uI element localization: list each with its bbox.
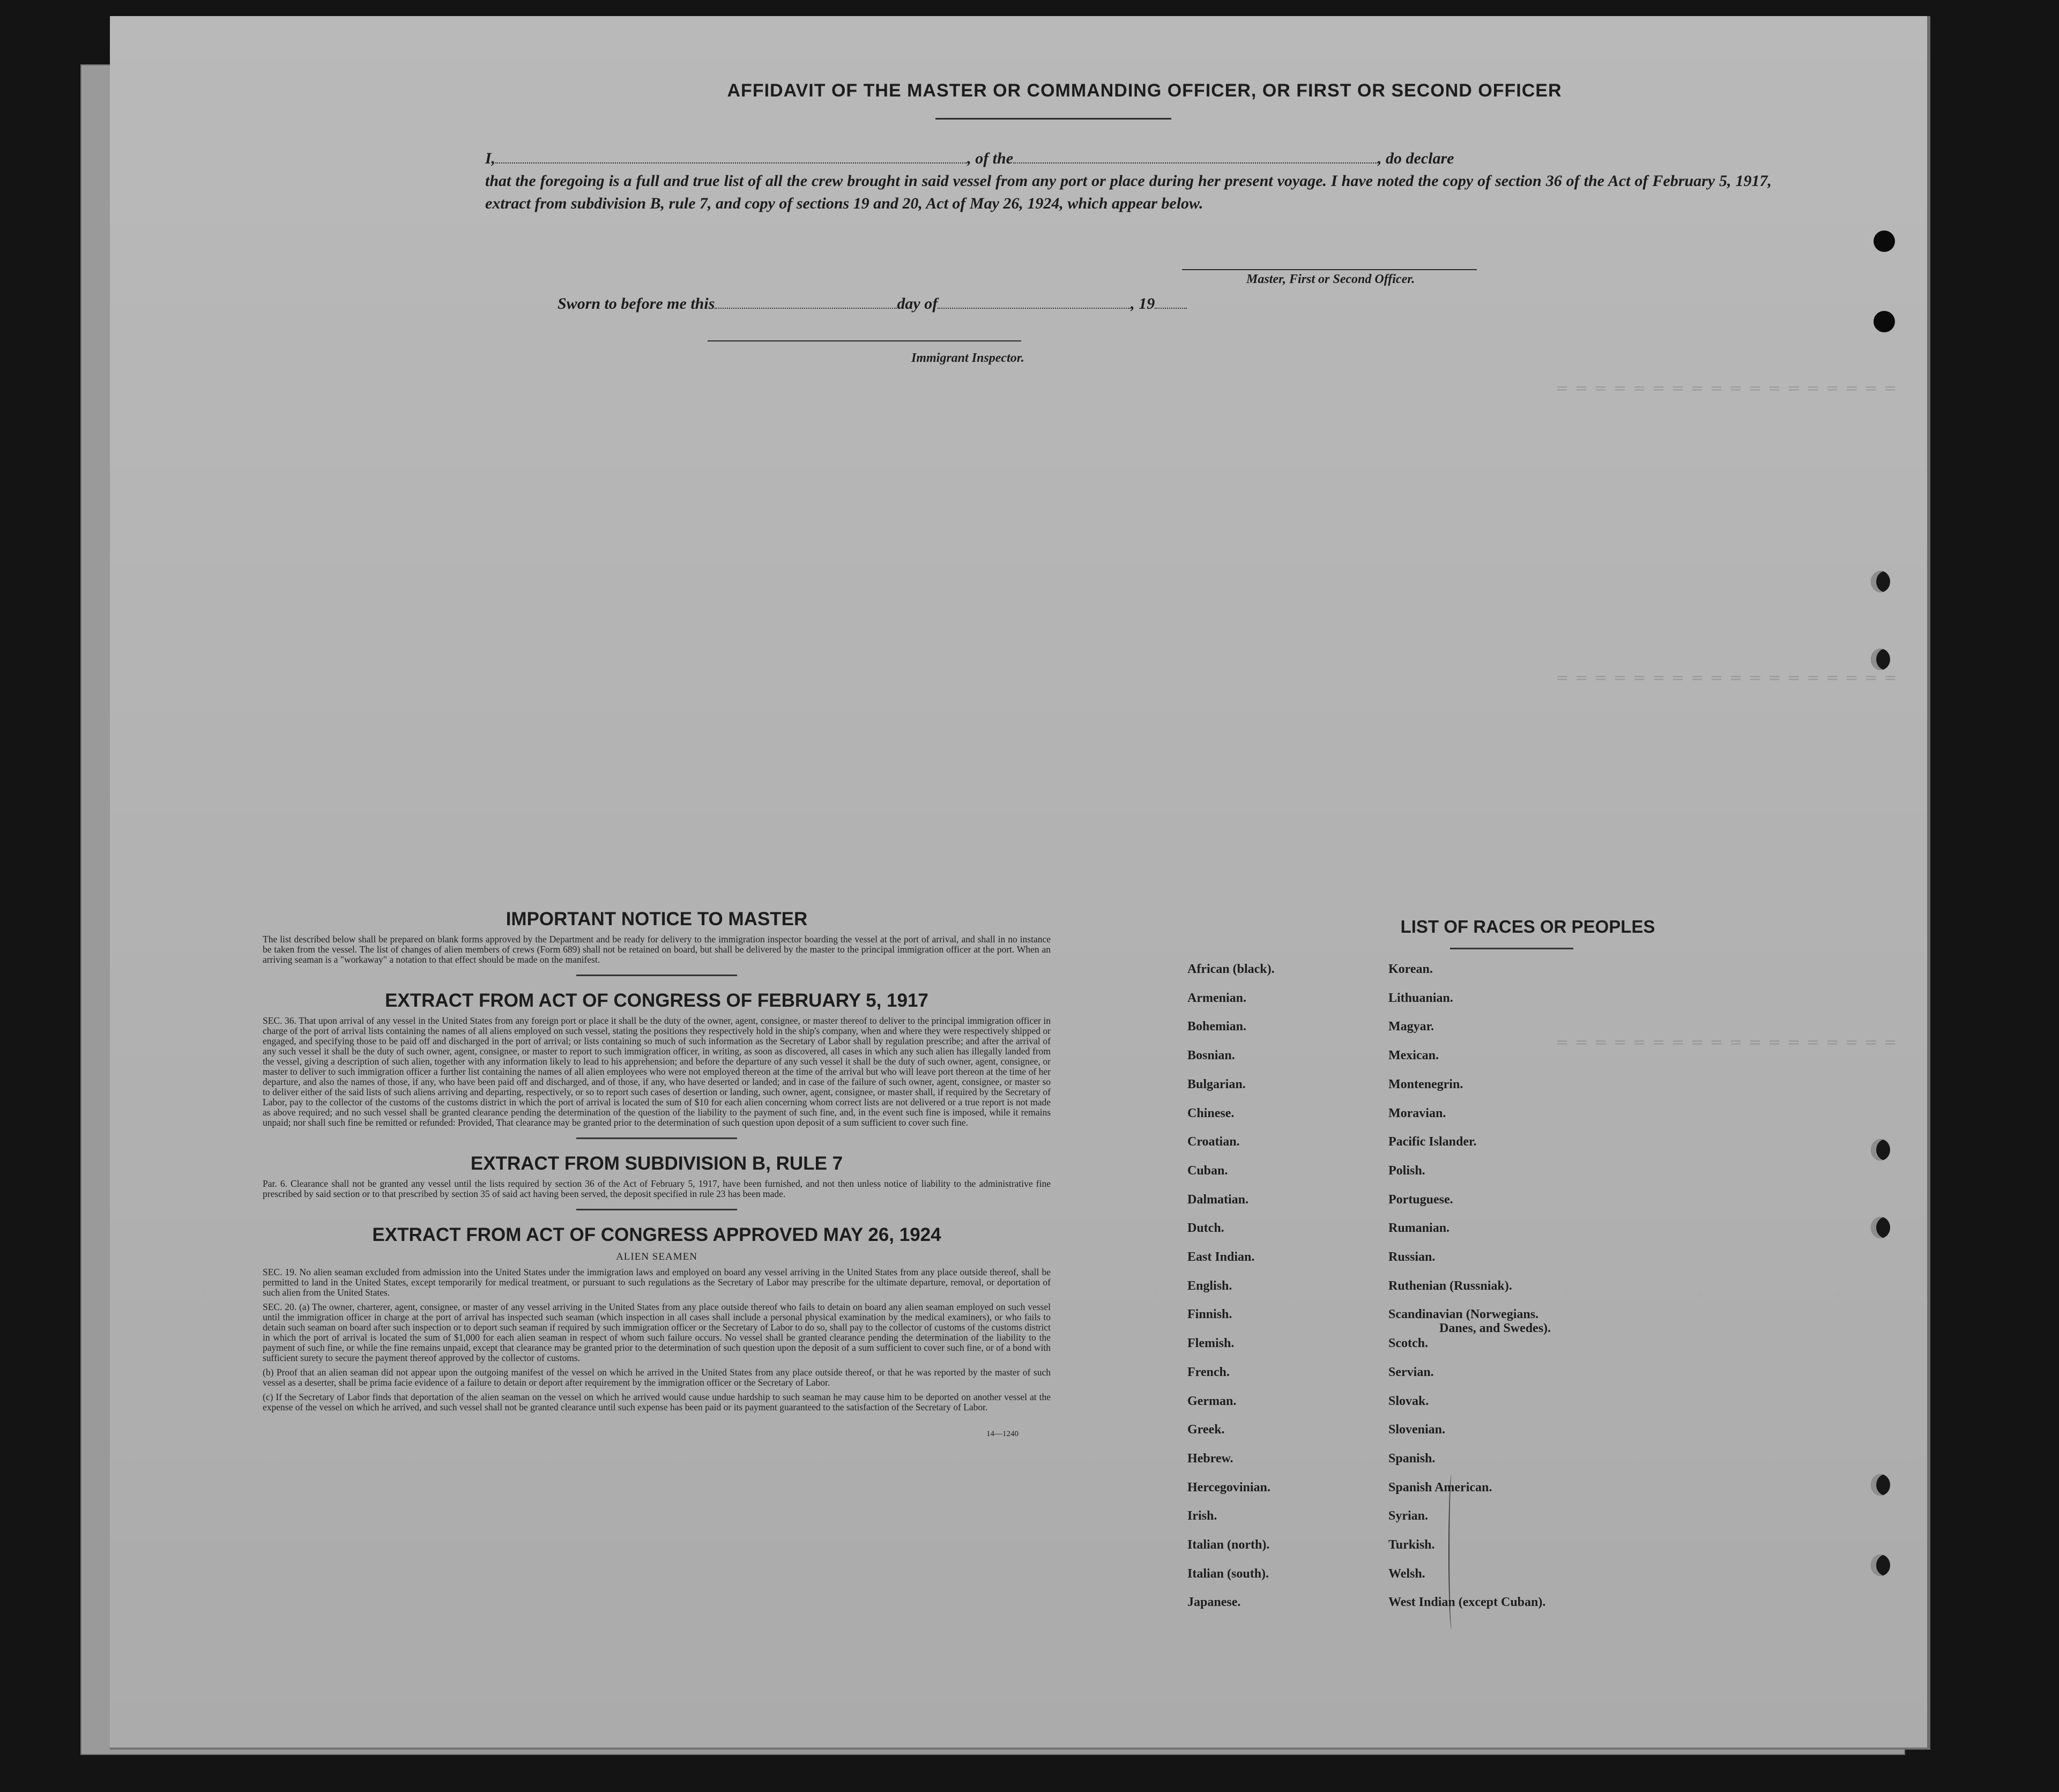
race-item: Italian (north). (1187, 1538, 1270, 1552)
sworn-year-blank (1155, 296, 1187, 309)
race-item: Polish. (1388, 1163, 1425, 1178)
sworn-month-blank (938, 296, 1131, 309)
of-the-label: , of the (967, 150, 1014, 167)
binder-hole (1871, 1474, 1890, 1496)
race-item: Montenegrin. (1388, 1077, 1463, 1091)
sworn-day-blank (715, 296, 897, 309)
race-item: Turkish. (1388, 1538, 1435, 1552)
race-item: Rumanian. (1388, 1221, 1450, 1236)
race-item: Magyar. (1388, 1020, 1434, 1034)
extract-rule7-body: Par. 6. Clearance shall not be granted any vessel until the lists required by section 36 of the Act of February 5, 1917, have been furnished, and not then unless notice of liability to the administrative fine prescribed by said section or to that prescribed by section 35 of said act having been served, the deposit specified in rule 23 has been made. (263, 1178, 1051, 1199)
race-item: Croatian. (1187, 1135, 1240, 1149)
form-number: 14—1240 (986, 1430, 1019, 1438)
race-item: French. (1187, 1365, 1230, 1379)
race-item: Hercegovinian. (1187, 1480, 1270, 1494)
race-item: Welsh. (1388, 1566, 1425, 1581)
race-item: Bosnian. (1187, 1049, 1235, 1063)
race-item: Dutch. (1187, 1221, 1224, 1236)
race-item: Chinese. (1187, 1106, 1235, 1120)
race-item: East Indian. (1187, 1250, 1255, 1264)
master-signature-label: Master, First or Second Officer. (1246, 272, 1415, 286)
binder-hole (1871, 1217, 1890, 1238)
race-item: Finnish. (1187, 1307, 1232, 1322)
race-item: Ruthenian (Russniak). (1388, 1278, 1512, 1293)
sworn-before-label: Sworn to before me this (558, 295, 715, 313)
extract-1917-body: SEC. 36. That upon arrival of any vessel in the United States from any foreign port or place it shall be the duty of the owner, agent, consignee, or master thereof to deliver to the principal immigration officer in charge of the port of arrival lists containing the names of all aliens employed on such vessel, stating the positions they respectively hold in the ship's company, when and where they were respectively shipped or engaged, and specifying those to be paid off and discharged in the port of arrival; or lists containing so much of such information as the Secretary of Labor shall by regulation prescribe; and after the arrival of any such vessel it shall be the duty of such owner, agent, consignee, or master to report to such immigration officer, in writing, as soon as discovered, all cases in which any such alien has illegally landed from the vessel, giving a description of such alien, together with any information likely to lead to his apprehension; and before the departure of any such vessel it shall be the duty of such owner, agent, consignee, or master to deliver to such immigration officer a further list containing the names of all alien employees who were not employed thereon at the time of the arrival but who will leave port thereon at the time of her departure, and also the names of those, if any, who have been paid off and discharged, and of those, if any, who have deserted or landed; and in case of the failure of such owner, agent, consignee, or master so to deliver either of the said lists of such aliens arriving and departing, respectively, or so to report such cases of desertion or landing, such owner, agent, consignee, or master shall, if required by the Secretary of Labor, pay to the collector of the customs of the customs district in which the port of arrival is located the sum of $10 for each alien concerning whom correct lists are not delivered or a true report is not made as above required; and no such vessel shall be granted clearance pending the determination of the question of the liability to the payment of such fine, and, in the event such fine is imposed, while it remains unpaid; nor shall such fine be remitted or refunded: Provided, That clearance may be granted prior to the determination of such question upon deposit of a sum sufficient to cover such fine. (263, 1015, 1051, 1128)
race-item: Portuguese. (1388, 1192, 1453, 1207)
race-item: Servian. (1388, 1365, 1434, 1379)
extract-rule7-title: EXTRACT FROM SUBDIVISION B, RULE 7 (470, 1153, 843, 1174)
race-item: Bohemian. (1187, 1020, 1247, 1034)
race-item: Japanese. (1187, 1595, 1241, 1610)
inspector-label: Immigrant Inspector. (911, 351, 1024, 365)
race-item: Spanish. (1388, 1451, 1436, 1466)
bleed-through-mark: ═ ═ ═ ═ ═ ═ ═ ═ ═ ═ ═ ═ ═ ═ ═ ═ ═ ═ (1557, 670, 1896, 688)
binder-hole (1871, 1139, 1890, 1161)
race-item: English. (1187, 1278, 1232, 1293)
binder-hole (1871, 571, 1890, 592)
signature-line (1182, 269, 1477, 270)
sec-20c-text: (c) If the Secretary of Labor finds that deportation of the alien seaman on the vessel on which he arrived would cause undue hardship to such seaman he may cause him to be deported on another vessel at the expense of the vessel on which he arrived, and such vessel shall not be granted clearance until such expense has been paid or its payment guaranteed to the satisfaction of the Secretary of Labor. (263, 1392, 1051, 1412)
race-item: Cuban. (1187, 1163, 1228, 1178)
section-divider (576, 1209, 737, 1210)
race-item: Slovak. (1388, 1394, 1429, 1408)
i-label: I, (485, 150, 496, 167)
section-divider (576, 975, 737, 976)
sec-20a-text: SEC. 20. (a) The owner, charterer, agent, consignee, or master of any vessel arriving in the United States from any place outside thereof who fails to detain on board any alien seaman employed on such vessel until the immigration officer in charge at the port of arrival has inspected such seaman (which inspection in all cases shall include a personal physical examination by the medical examiners), or who fails to detain such seaman on board after such inspection or to deport such seaman if required by such immigration officer or the Secretary of Labor to do so, shall pay to the collector of customs of the customs district in which the port of arrival is located the sum of $1,000 for each alien seaman in respect of whom such failure occurs. No vessel shall be granted clearance pending the determination of the liability to the payment of such fine, or while the fine remains unpaid, except that clearance may be granted prior to the determination of such question upon the deposit of a sum sufficient to cover such fine, or of a bond with sufficient surety to secure the payment thereof approved by the collector of customs. (263, 1302, 1051, 1363)
race-item: Syrian. (1388, 1509, 1429, 1523)
races-title: LIST OF RACES OR PEOPLES (1400, 917, 1655, 936)
race-item: Irish. (1187, 1509, 1217, 1523)
race-item: Mexican. (1388, 1049, 1439, 1063)
race-item: Armenian. (1187, 991, 1246, 1005)
race-item: Hebrew. (1187, 1451, 1233, 1466)
punch-hole (1874, 311, 1895, 332)
year-prefix-label: , 19 (1131, 295, 1155, 313)
notice-body: The list described below shall be prepared on blank forms approved by the Department and be ready for delivery to the immigration inspector boarding the vessel at the port of arrival, and shall in no instance be taken from the vessel. The list of changes of alien members of crews (Form 689) shall not be retained on board, but shall be delivered by the master to the principal immigration officer at the port. When an arriving seaman is a "workaway" a notation to that effect should be made on the manifest. (263, 934, 1051, 965)
race-item: Moravian. (1388, 1106, 1446, 1120)
race-item: Greek. (1187, 1423, 1225, 1437)
day-of-label: day of (897, 295, 938, 313)
binder-hole (1871, 1555, 1890, 1576)
do-declare-label: , do declare (1378, 150, 1454, 167)
race-item: West Indian (except Cuban). (1388, 1595, 1546, 1610)
race-item: African (black). (1187, 962, 1275, 976)
inspector-signature-line (708, 340, 1021, 341)
race-item: Scotch. (1388, 1336, 1428, 1351)
race-item: German. (1187, 1394, 1237, 1408)
extract-1917-title: EXTRACT FROM ACT OF CONGRESS OF FEBRUARY 5, 1917 (385, 990, 928, 1011)
race-item: Russian. (1388, 1250, 1436, 1264)
race-item: Korean. (1388, 962, 1433, 976)
sec-20b-text: (b) Proof that an alien seaman did not appear upon the outgoing manifest of the vessel on which he arrived in the United States from any place outside thereof, or that he was reported by the master of such vessel as a deserter, shall be prima facie evidence of a failure to detain or deport after requirement by the immigration officer or the Secretary of Labor. (263, 1367, 1051, 1388)
alien-seamen-subtitle: ALIEN SEAMEN (616, 1251, 697, 1262)
race-item: Pacific Islander. (1388, 1135, 1477, 1149)
race-item: Dalmatian. (1187, 1192, 1248, 1207)
race-item: Lithuanian. (1388, 991, 1453, 1005)
bleed-through-mark: ═ ═ ═ ═ ═ ═ ═ ═ ═ ═ ═ ═ ═ ═ ═ ═ ═ ═ (1557, 381, 1896, 399)
legal-extracts (263, 909, 1051, 1439)
punch-hole (1874, 230, 1895, 252)
sec-19-text: SEC. 19. No alien seaman excluded from admission into the United States under the immigration laws and employed on board any vessel arriving in the United States from any place outside thereof, shall be permitted to land in the United States, except temporarily for medical treatment, or pursuant to such regulations as the Secretary of Labor may prescribe for the ultimate departure, removal, or deportation of such alien from the United States. (263, 1267, 1051, 1298)
notice-title: IMPORTANT NOTICE TO MASTER (506, 909, 808, 930)
sworn-line (558, 295, 1187, 313)
race-item: Spanish American. (1388, 1480, 1492, 1494)
races-title-rule (1450, 948, 1573, 949)
affidavit-title: AFFIDAVIT OF THE MASTER OR COMMANDING OFFICER, OR FIRST OR SECOND OFFICER (727, 80, 1562, 101)
title-rule (935, 118, 1171, 120)
vessel-blank (1013, 151, 1378, 163)
race-item: Scandinavian (Norwegians. (1388, 1307, 1539, 1322)
race-item: Flemish. (1187, 1336, 1235, 1351)
name-blank (495, 151, 967, 163)
race-item: Italian (south). (1187, 1566, 1269, 1581)
affidavit-text (485, 147, 1772, 215)
document-page (110, 16, 1930, 1750)
binder-hole (1871, 649, 1890, 670)
affidavit-body: that the foregoing is a full and true list of all the crew brought in said vessel from any port or place during her present voyage. I have noted the copy of section 36 of the Act of February 5, 1917, extract from subdivision B, rule 7, and copy of sections 19 and 20, Act of May 26, 1924, which appear below. (485, 172, 1772, 212)
race-item: Bulgarian. (1187, 1077, 1246, 1091)
affidavit-first-line (485, 147, 1772, 170)
race-item: Slovenian. (1388, 1423, 1446, 1437)
section-divider (576, 1137, 737, 1139)
race-item-continued: Danes, and Swedes). (1439, 1321, 1551, 1336)
extract-1924-title: EXTRACT FROM ACT OF CONGRESS APPROVED MAY 26, 1924 (372, 1224, 941, 1245)
bleed-through-mark: ═ ═ ═ ═ ═ ═ ═ ═ ═ ═ ═ ═ ═ ═ ═ ═ ═ ═ (1557, 1035, 1896, 1053)
